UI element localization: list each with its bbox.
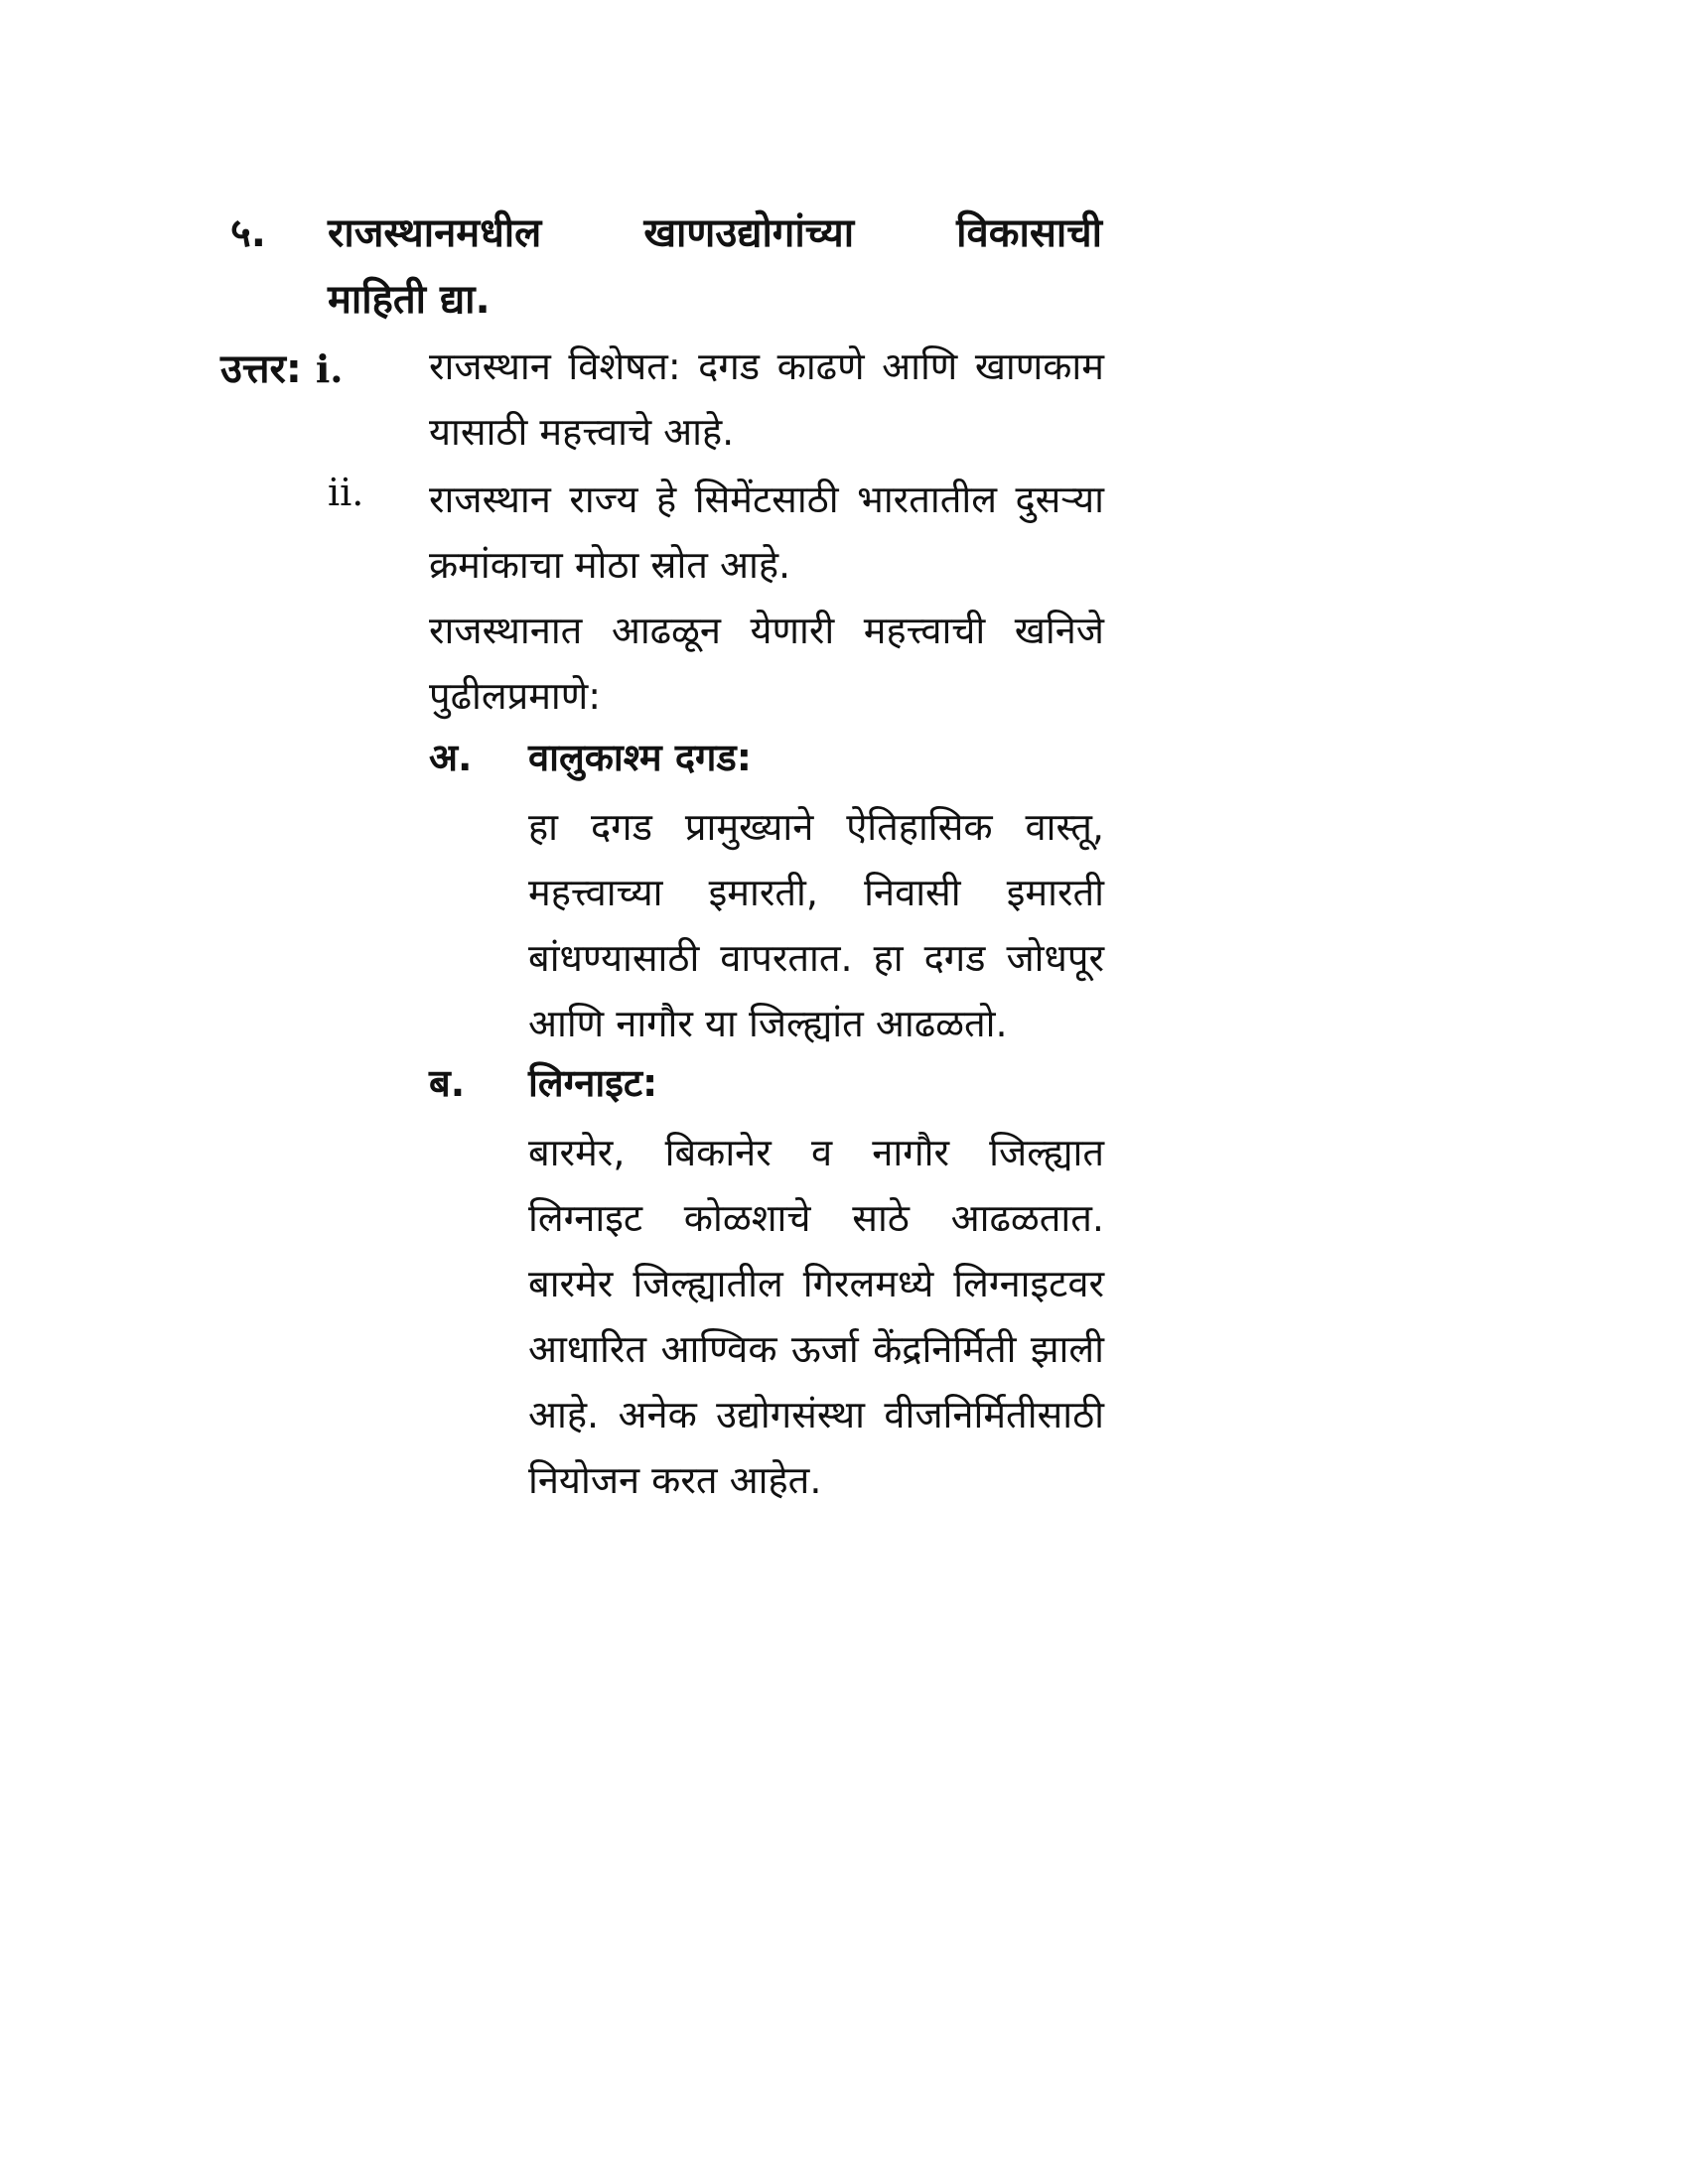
question-line-2: माहिती द्या. <box>328 277 491 323</box>
mineral-2-marker: ब. <box>429 1061 466 1105</box>
point-2-text: राजस्थान राज्य हे सिमेंटसाठी भारतातील दुसऱ्या क्रमांकाचा मोठा स्रोत आहे. <box>429 478 1104 587</box>
question-word-3: विकासाची <box>956 210 1102 256</box>
question-word-1: राजस्थानमधील <box>328 210 542 256</box>
answer-label-text: उत्तर: <box>220 346 302 392</box>
answer-label <box>220 340 344 394</box>
mineral-2-text: बारमेर, बिकानेर व नागौर जिल्ह्यात लिग्नाइट कोळशाचे साठे आढळतात. बारमेर जिल्ह्यातील गिरलमध्ये लिग्नाइटवर आधारित आण्विक ऊर्जा केंद्रनिर्मिती झाली आहे. अनेक उद्योगसंस्था वीजनिर्मितीसाठी नियोजन करत आहेत. <box>528 1131 1104 1502</box>
mineral-1-marker: अ. <box>429 736 473 779</box>
point-1-text: राजस्थान विशेषत: दगड काढणे आणि खाणकाम यासाठी महत्त्वाचे आहे. <box>429 344 1104 454</box>
point-2-marker: ii. <box>328 471 364 514</box>
minerals-intro: राजस्थानात आढळून येणारी महत्त्वाची खनिजे पुढीलप्रमाणे: <box>429 609 1104 718</box>
question-word-2: खाणउद्योगांच्या <box>643 210 855 256</box>
mineral-1-heading: वालुकाश्म दगड: <box>528 736 752 779</box>
mineral-2-heading: लिग्नाइट: <box>528 1061 658 1105</box>
question-number: ५. <box>230 210 266 256</box>
question-line-1 <box>328 204 1102 258</box>
mineral-1-text: हा दगड प्रामुख्याने ऐतिहासिक वास्तू, महत्त्वाच्या इमारती, निवासी इमारती बांधण्यासाठी वापरतात. हा दगड जोधपूर आणि नागौर या जिल्ह्यांत आढळतो. <box>528 805 1104 1045</box>
point-1-marker: i. <box>315 346 344 391</box>
